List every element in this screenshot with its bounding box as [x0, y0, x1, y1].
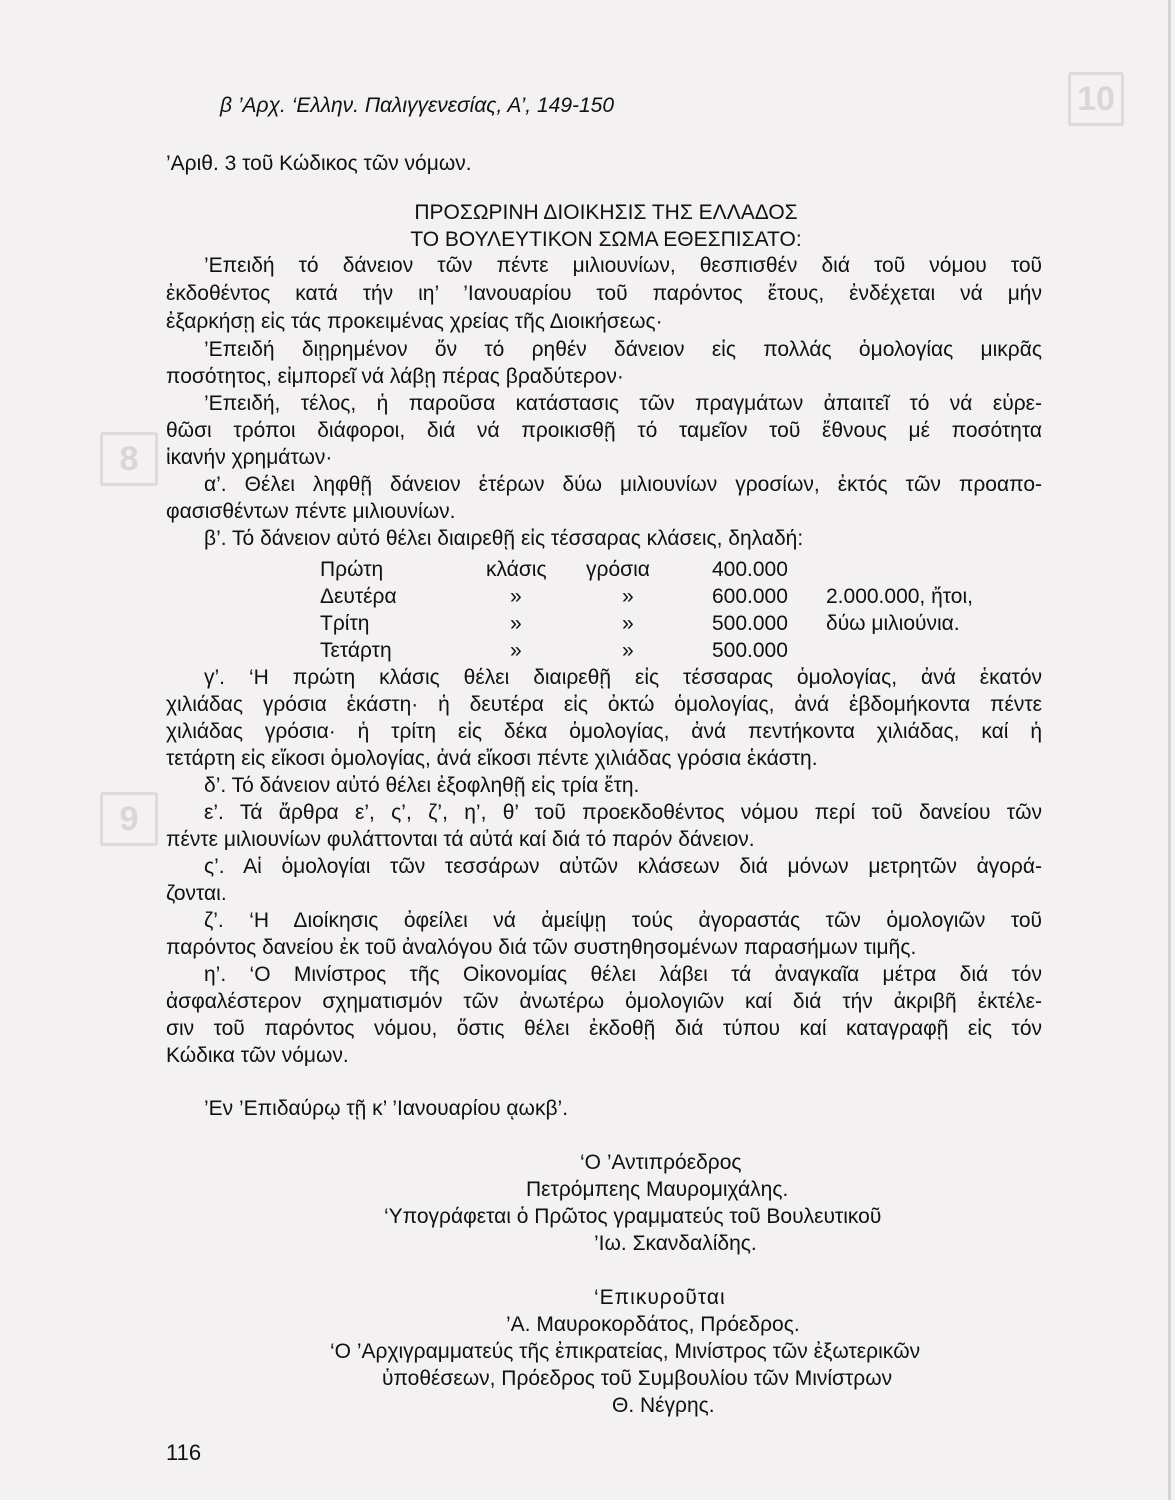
table-row-4-currency: »	[622, 639, 634, 662]
signature-line-4: ’Ιω. Σκανδαλίδης.	[594, 1232, 757, 1255]
signature-line-9: Θ. Νέγρης.	[612, 1394, 715, 1417]
article-s-line-2: ζονται.	[166, 882, 227, 905]
signature-line-8: ὑποθέσεων, Πρόεδρος τοῦ Συμβουλίου τῶν Μινίστρων	[382, 1367, 893, 1390]
article-a-line-1: α’. Θέλει ληφθῇ δάνειον ἑτέρων δύω μιλιουνίων γροσίων, ἐκτός τῶν προαπο-	[204, 473, 1042, 496]
table-row-2-unit: »	[510, 585, 522, 608]
article-c-line-4: τετάρτη εἰς εἴκοσι ὁμολογίας, ἀνά εἴκοσι πέντε χιλιάδας γρόσια ἑκάστη.	[166, 747, 818, 770]
table-row-3-name: Τρίτη	[320, 612, 370, 635]
margin-number-lower: 9	[100, 792, 158, 846]
signature-line-5: ‘Επικυροῦται	[594, 1286, 726, 1309]
article-b-line-1: β’. Τό δάνειον αὐτό θέλει διαιρεθῇ εἰς τέσσαρας κλάσεις, δηλαδή:	[204, 527, 804, 550]
signature-line-2: Πετρόμπεης Μαυρομιχάλης.	[526, 1178, 789, 1201]
table-row-1-currency: γρόσια	[586, 558, 650, 581]
table-row-2-currency: »	[622, 585, 634, 608]
table-row-2-amount: 600.000	[712, 585, 788, 608]
heading-government: ΠΡΟΣΩΡΙΝΗ ΔΙΟΙΚΗΣΙΣ ΤΗΣ ΕΛΛΑΔΟΣ	[414, 201, 798, 224]
paragraph-1-line-1: ’Επειδή τό δάνειον τῶν πέντε μιλιουνίων, θεσπισθέν διά τοῦ νόμου τοῦ	[204, 254, 1042, 277]
heading-senate: ΤΟ ΒΟΥΛΕΥΤΙΚΟΝ ΣΩΜΑ ΕΘΕΣΠΙΣΑΤΟ:	[410, 228, 802, 251]
page-header: β ’Αρχ. ‘Ελλην. Παλιγγενεσίας, Α’, 149-150	[220, 94, 615, 117]
paragraph-3-line-2: θῶσι τρόποι διάφοροι, διά νά προικισθῇ τό ταμεῖον τοῦ ἔθνους μέ ποσότητα	[166, 419, 1042, 442]
margin-number-top: 10	[1068, 72, 1124, 126]
article-z-line-2: παρόντος δανείου ἐκ τοῦ ἀναλόγου διά τῶν συστηθησομένων παρασήμων τιμῆς.	[166, 936, 917, 959]
signature-line-3: ‘Υπογράφεται ὁ Πρῶτος γραμματεύς τοῦ Βουλευτικοῦ	[384, 1205, 882, 1228]
table-row-2-name: Δευτέρα	[320, 585, 397, 608]
table-row-3-amount: 500.000	[712, 612, 788, 635]
paragraph-1-line-3: ἐξαρκήσῃ εἰς τάς προκειμένας χρείας τῆς Διοικήσεως·	[166, 310, 663, 333]
margin-number-mid: 8	[100, 432, 158, 486]
article-h-line-1: η’. ‘Ο Μινίστρος τῆς Οἰκονομίας θέλει λάβει τά ἀναγκαῖα μέτρα διά τόν	[204, 963, 1042, 986]
article-e-line-2: πέντε μιλιουνίων φυλάττονται τά αὐτά καί διά τό παρόν δάνειον.	[166, 828, 755, 851]
signature-line-1: ‘Ο ’Αντιπρόεδρος	[580, 1151, 742, 1174]
article-h-line-4: Κώδικα τῶν νόμων.	[166, 1044, 349, 1067]
table-row-3-unit: »	[510, 612, 522, 635]
article-c-line-2: χιλιάδας γρόσια ἑκάστη· ἡ δευτέρα εἰς ὀκτώ ὁμολογίας, ἀνά ἑβδομήκοντα πέντε	[166, 693, 1042, 716]
article-z-line-1: ζ’. ‘Η Διοίκησις ὀφείλει νά ἀμείψῃ τούς ἀγοραστάς τῶν ὁμολογιῶν τοῦ	[204, 909, 1042, 932]
paragraph-3-line-3: ἱκανήν χρημάτων·	[166, 446, 333, 469]
signature-line-7: ‘Ο ’Αρχιγραμματεύς τῆς ἐπικρατείας, Μινίστρος τῶν ἐξωτερικῶν	[330, 1340, 921, 1363]
table-row-1-name: Πρώτη	[320, 558, 384, 581]
article-s-line-1: ς’. Αἱ ὁμολογίαι τῶν τεσσάρων αὐτῶν κλάσεων διά μόνων μετρητῶν ἀγορά-	[204, 855, 1042, 878]
table-row-3-currency: »	[622, 612, 634, 635]
article-h-line-3: σιν τοῦ παρόντος νόμου, ὅστις θέλει ἐκδοθῇ διά τύπου καί καταγραφῇ εἰς τόν	[166, 1017, 1042, 1040]
table-row-4-unit: »	[510, 639, 522, 662]
page-number: 116	[166, 1440, 202, 1465]
paragraph-1-line-2: ἐκδοθέντος κατά τήν ιη’ ’Ιανουαρίου τοῦ παρόντος ἔτους, ἐνδέχεται νά μήν	[166, 282, 1042, 305]
table-row-1-unit: κλάσις	[486, 558, 547, 581]
place-and-date: ’Εν ’Επιδαύρῳ τῇ κ’ ’Ιανουαρίου ᾳωκβ’.	[204, 1097, 569, 1120]
table-row-4-name: Τετάρτη	[320, 639, 392, 662]
paragraph-2-line-2: ποσότητος, εἰμπορεῖ νά λάβῃ πέρας βραδύτερον·	[166, 365, 624, 388]
article-e-line-1: ε’. Τά ἄρθρα ε’, ς’, ζ’, η’, θ’ τοῦ προεκδοθέντος νόμου περί τοῦ δανείου τῶν	[204, 801, 1042, 824]
paragraph-3-line-1: ’Επειδή, τέλος, ἡ παροῦσα κατάστασις τῶν πραγμάτων ἀπαιτεῖ τό νά εὑρε-	[204, 392, 1042, 415]
table-row-1-amount: 400.000	[712, 558, 788, 581]
law-number: ’Αριθ. 3 τοῦ Κώδικος τῶν νόμων.	[166, 152, 472, 175]
article-a-line-2: φασισθέντων πέντε μιλιουνίων.	[166, 500, 456, 523]
paragraph-2-line-1: ’Επειδή διῃρημένον ὄν τό ρηθέν δάνειον εἰς πολλάς ὁμολογίας μικρᾶς	[204, 338, 1042, 361]
signature-line-6: ’Α. Μαυροκορδάτος, Πρόεδρος.	[506, 1313, 800, 1336]
table-row-3-note: δύω μιλιούνια.	[826, 612, 960, 635]
table-row-4-amount: 500.000	[712, 639, 788, 662]
table-row-2-note: 2.000.000, ἤτοι,	[826, 585, 973, 608]
article-d-line-1: δ’. Τό δάνειον αὐτό θέλει ἐξοφληθῇ εἰς τρία ἔτη.	[204, 774, 640, 797]
article-c-line-3: χιλιάδας γρόσια· ἡ τρίτη εἰς δέκα ὁμολογίας, ἀνά πεντήκοντα χιλιάδας, καί ἡ	[166, 720, 1042, 743]
article-h-line-2: ἀσφαλέστερον σχηματισμόν τῶν ἀνωτέρω ὁμολογιῶν καί διά τήν ἀκριβῆ ἐκτέλε-	[166, 990, 1042, 1013]
article-c-line-1: γ’. ‘Η πρώτη κλάσις θέλει διαιρεθῇ εἰς τέσσαρας ὁμολογίας, ἀνά ἑκατόν	[204, 666, 1042, 689]
